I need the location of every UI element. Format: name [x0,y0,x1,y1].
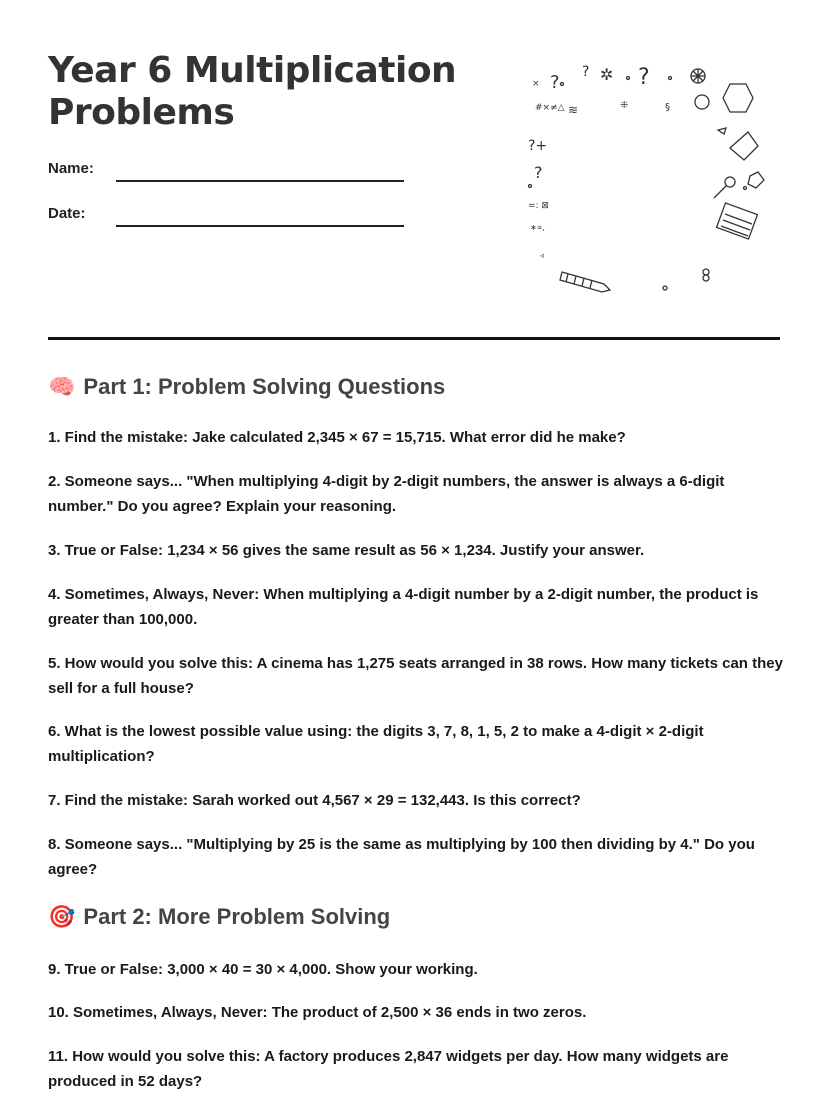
name-line [116,180,404,182]
question-11: 11. How would you solve this: A factory produces 2,847 widgets per day. How many widgets are produced in 52 days? [48,1048,729,1090]
question-3: 3. True or False: 1,234 × 56 gives the same result as 56 × 1,234. Justify your answer. [48,542,645,559]
part2-heading-text: Part 2: More Problem Solving [83,904,391,929]
brain-icon: 🧠 [48,374,76,400]
target-icon: 🎯 [48,904,76,930]
svg-text:≋: ≋ [568,103,579,117]
section-divider [48,337,780,340]
svg-text:✲: ✲ [600,65,614,84]
part1-heading [48,374,445,400]
svg-text:?: ? [550,72,560,93]
name-label: Name: [48,160,94,177]
question-9: 9. True or False: 3,000 × 40 = 30 × 4,000. Show your working. [48,961,478,978]
question-7: 7. Find the mistake: Sarah worked out 4,567 × 29 = 132,443. Is this correct? [48,792,581,809]
question-8: 8. Someone says... "Multiplying by 25 is the same as multiplying by 100 then dividing by 4." Do you agree? [48,836,755,878]
svg-text:◃: ◃ [540,251,545,260]
part2-heading [48,904,390,930]
svg-text:⁜: ⁜ [620,100,629,111]
date-line [116,225,404,227]
svg-text:?: ? [534,163,543,182]
date-label: Date: [48,205,86,222]
svg-text:×: × [532,79,540,89]
svg-text:?: ? [582,64,590,80]
svg-text:∗∝,: ∗∝, [530,223,545,232]
svg-text:§: § [665,102,670,113]
svg-text:?: ? [638,65,650,90]
question-6: 6. What is the lowest possible value using: the digits 3, 7, 8, 1, 5, 2 to make a 4-digit × 2-digit multiplication? [48,723,704,765]
svg-text:?+: ?+ [528,138,548,154]
question-1: 1. Find the mistake: Jake calculated 2,345 × 67 = 15,715. What error did he make? [48,429,626,446]
svg-text:#×≠△: #×≠△ [535,103,565,113]
svg-text:=: ⊠: =: ⊠ [528,201,549,211]
part1-heading-text: Part 1: Problem Solving Questions [83,374,446,399]
question-4: 4. Sometimes, Always, Never: When multiplying a 4-digit number by a 2-digit number, the product is greater than 100,000. [48,586,759,628]
question-10: 10. Sometimes, Always, Never: The product of 2,500 × 36 ends in two zeros. [48,1004,587,1021]
math-symbols-doodle-icon [520,58,780,298]
page-title: Year 6 Multiplication Problems [48,50,457,133]
question-5: 5. How would you solve this: A cinema has 1,275 seats arranged in 38 rows. How many tickets can they sell for a full house? [48,655,783,697]
question-2: 2. Someone says... "When multiplying 4-digit by 2-digit numbers, the answer is always a 6-digit number." Do you agree? Explain your reasoning. [48,473,725,515]
